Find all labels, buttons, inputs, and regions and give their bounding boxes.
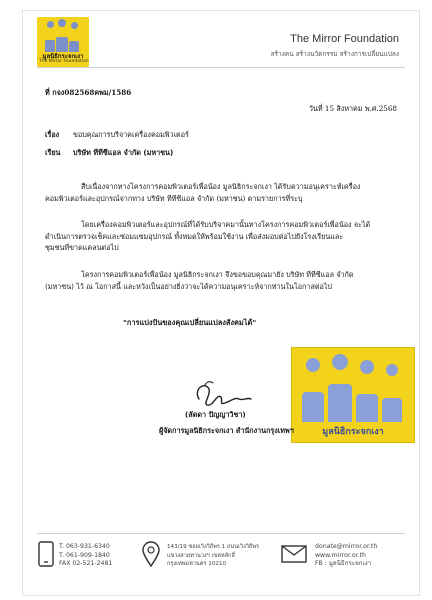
signer-name: (ลัดดา ปัญญาวิชา): [185, 410, 246, 419]
address-line: แขวงสายทานวงฯ เขตหลักสี่: [167, 552, 235, 559]
slogan: "การแบ่งปันของคุณเปลี่ยนแปลงสังคมได้": [123, 318, 257, 327]
addressee-label: เรียน: [45, 148, 61, 157]
phone-icon: [37, 541, 55, 567]
paragraph-1: [45, 181, 360, 204]
letter-date: วันที่ 15 สิงหาคม พ.ศ.2568: [308, 104, 397, 113]
logo-name-th: มูลนิธิกระจกเงา: [42, 53, 84, 60]
fax-line: FAX 02-521-2481: [59, 560, 113, 567]
paragraph-2-line: ดำเนินการตรวจเช็คและซ่อมแซมอุปกรณ์ ทั้งหมดให้พร้อมใช้งาน เพื่อส่งมอบต่อไปยังโรงเรียนและ: [45, 231, 344, 241]
subject-text: ขอบคุณการบริจาคเครื่องคอมพิวเตอร์: [73, 130, 189, 139]
footer-divider: [37, 533, 405, 534]
paragraph-1-line: สืบเนื่องจากทางโครงการคอมพิวเตอร์เพื่อน้อง มูลนิธิกระจกเงา ได้รับความอนุเคราะห์เครื่อง: [81, 182, 361, 191]
addressee-text: บริษัท ทีทีซีแอล จำกัด (มหาชน): [73, 148, 174, 157]
website-link: www.mirror.or.th: [315, 551, 366, 559]
address-line: 143/19 ซอยเวิงวิถีพร 1 ถนนเวิงวิถีพร: [167, 544, 260, 550]
header-divider: [37, 67, 405, 68]
org-name: The Mirror Foundation: [290, 33, 399, 45]
paragraph-2-line: ชุมชนที่ขาดแคลนต่อไป: [45, 243, 119, 252]
paragraph-1-line: คอมพิวเตอร์และอุปกรณ์จากทาง บริษัท ทีทีซีแอล จำกัด (มหาชน) ตามรายการที่ระบุ: [45, 193, 303, 203]
address-line: กรุงเทพมหานคร 10210: [167, 561, 227, 567]
email-icon: [281, 545, 307, 563]
facebook-link: FB : มูลนิธิกระจกเงา: [315, 560, 372, 567]
paragraph-3-line: โครงการคอมพิวเตอร์เพื่อน้อง มูลนิธิกระจกเงา จึงขอขอบคุณมายัง บริษัท ทีทีซีแอล จำกัด: [81, 270, 354, 279]
location-pin-icon: [141, 541, 161, 567]
phone-line: T. 063-931-6340: [59, 543, 110, 550]
signature-image: [191, 377, 261, 413]
org-tagline: สร้างคน สร้างนวัตกรรม สร้างการเปลี่ยนแปลง: [270, 50, 399, 58]
signer-title: ผู้จัดการมูลนิธิกระจกเงา สำนักงานกรุงเทพฯ: [159, 426, 294, 435]
mirror-foundation-logo: [37, 17, 89, 67]
footer-address: [167, 543, 259, 569]
paragraph-2: [45, 219, 370, 254]
letter-page: [22, 10, 420, 596]
email-link: donate@mirror.or.th: [315, 543, 378, 550]
foundation-stamp: [291, 347, 415, 443]
subject-label: เรื่อง: [45, 130, 60, 139]
phone-line: T. 061-909-1840: [59, 551, 110, 559]
paragraph-3-line: (มหาชน) ไว้ ณ โอกาสนี้ และหวังเป็นอย่างยิ่งว่าจะได้ความอนุเคราะห์จากท่านในโอกาสต่อไป: [45, 281, 332, 291]
footer-phones: [59, 543, 112, 569]
paragraph-2-line: โดยเครื่องคอมพิวเตอร์และอุปกรณ์ที่ได้รับบริจาคมานั้นทางโครงการคอมพิวเตอร์เพื่อน้อง จะได้: [81, 220, 371, 229]
footer-web: [315, 543, 377, 569]
logo-name-en: The Mirror Foundation: [39, 59, 89, 64]
reference-number: ที่ กจง082568คพม/1586: [45, 88, 132, 97]
stamp-label: มูลนิธิกระจกเงา: [322, 427, 384, 437]
paragraph-3: [45, 269, 354, 292]
